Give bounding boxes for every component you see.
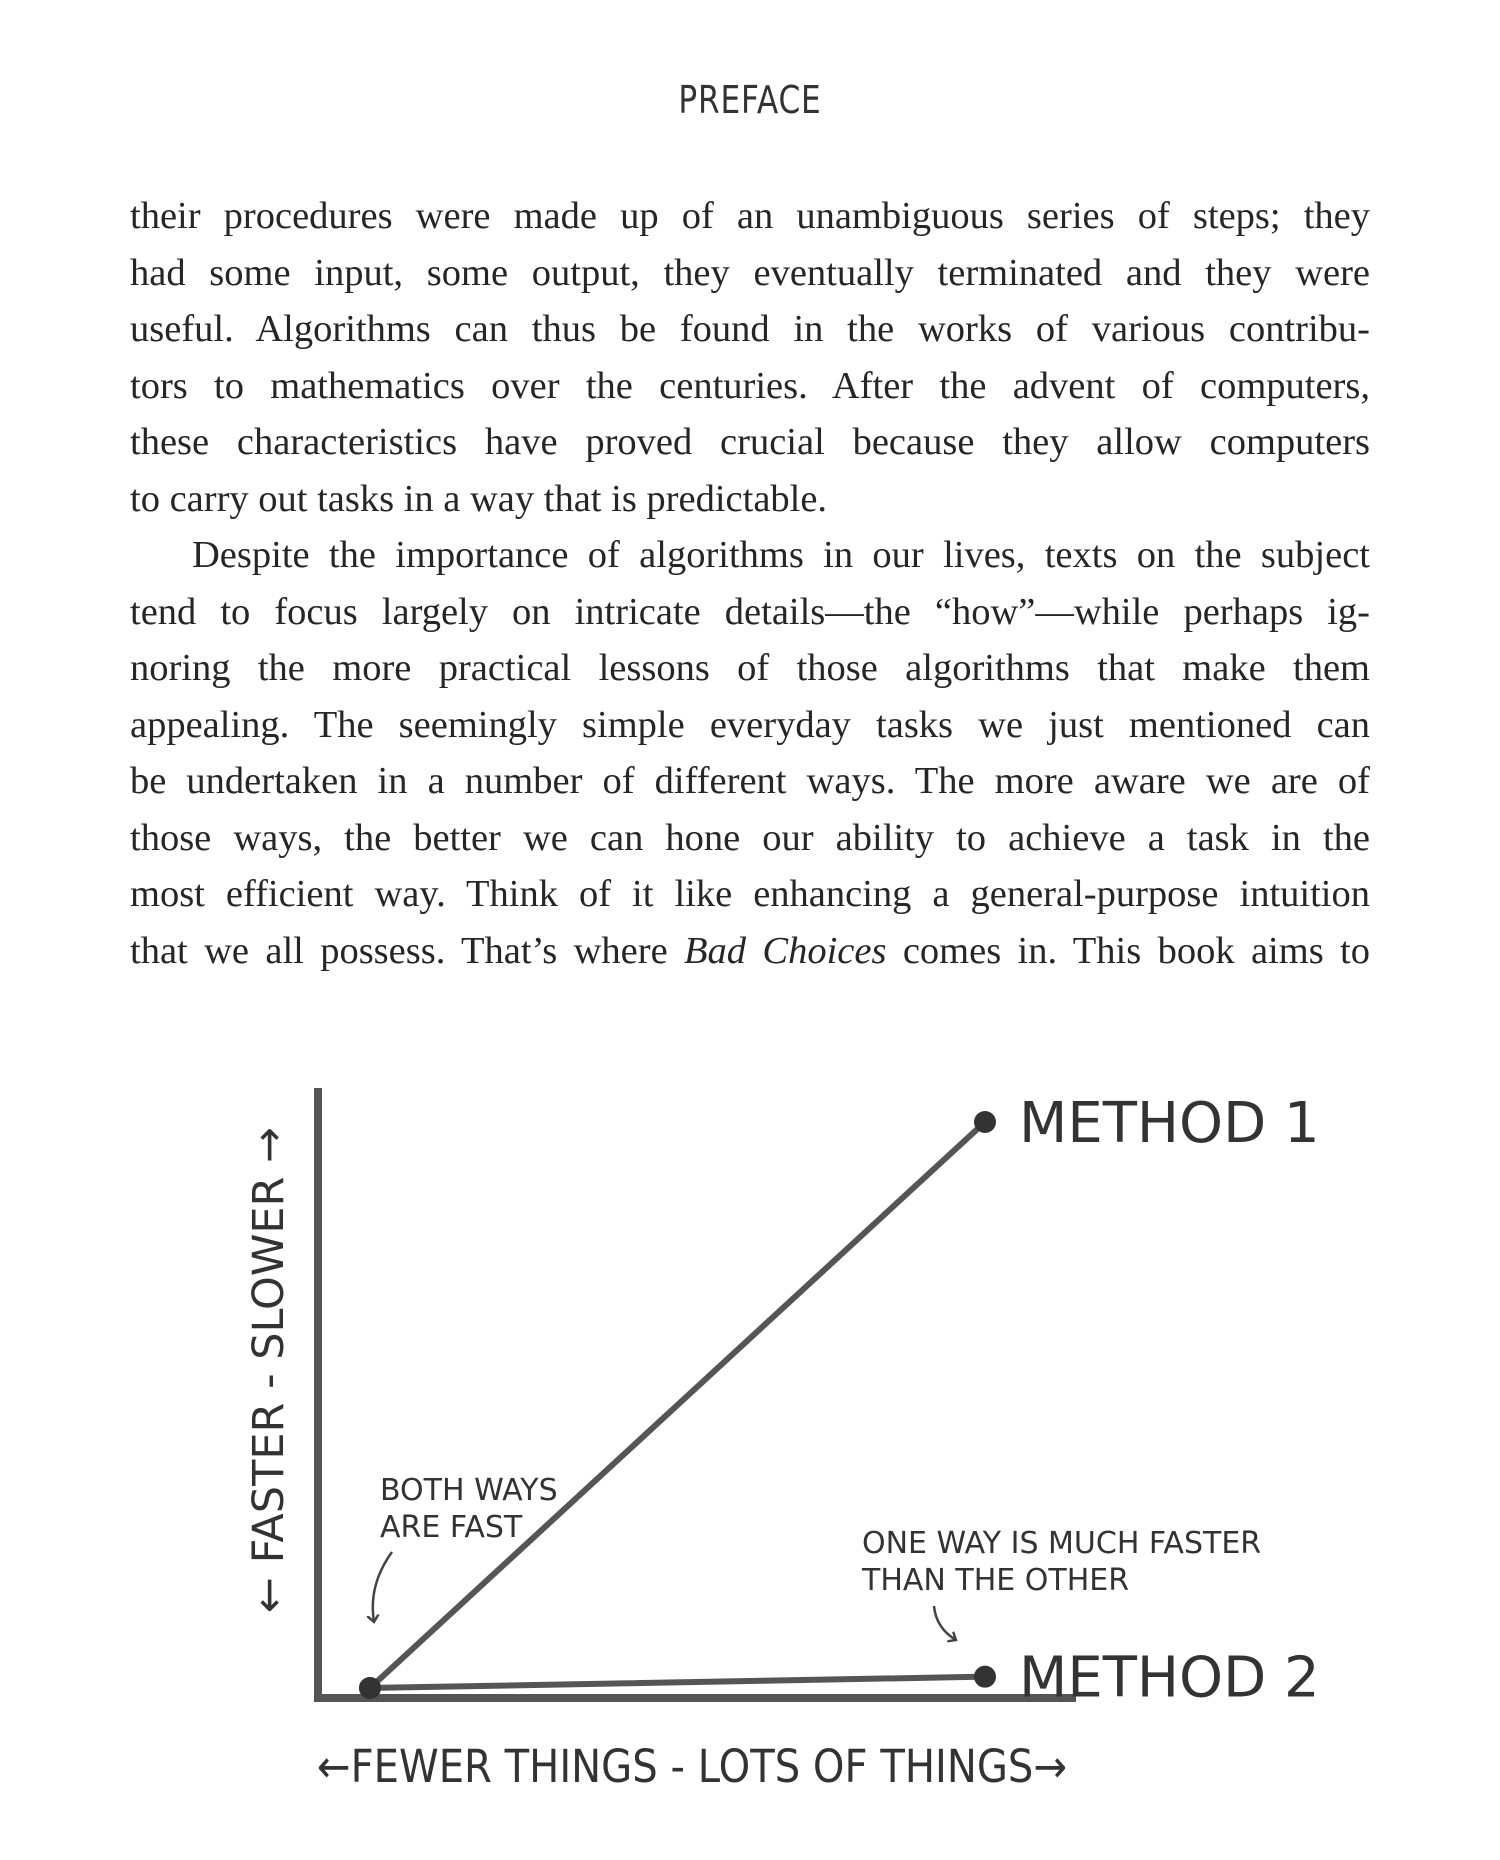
text-line: had some input, some output, they eventually terminated and they were [130, 251, 1370, 294]
page-header: PREFACE [678, 78, 822, 122]
series-line-method-2 [370, 1677, 985, 1688]
text-line: be undertaken in a number of different ways. The more aware we are of [130, 760, 1370, 802]
series-label-method-1: METHOD 1 [1019, 1091, 1320, 1156]
data-point-method-2 [359, 1677, 381, 1699]
text-line: appealing. The seemingly simple everyday tasks we just mentioned can [130, 703, 1370, 746]
text-line: these characteristics have proved crucial because they allow computers [130, 421, 1370, 463]
y-axis-label: ← FASTER - SLOWER → [244, 1126, 294, 1614]
annotation-text: ONE WAY IS MUCH FASTER [862, 1526, 1262, 1561]
text-fragment: comes in. This book aims to [886, 929, 1370, 972]
text-line: tors to mathematics over the centuries. After the advent of computers, [130, 364, 1370, 407]
annotation-text: ARE FAST [380, 1510, 523, 1545]
text-fragment: that we all possess. That’s where [130, 929, 685, 972]
annotation-arrow [934, 1606, 956, 1640]
text-line: to carry out tasks in a way that is predictable. [130, 477, 828, 520]
data-point-method-1 [974, 1111, 996, 1133]
series-label-method-2: METHOD 2 [1019, 1645, 1320, 1711]
annotation-arrow [373, 1552, 392, 1622]
text-line: Despite the importance of algorithms in our lives, texts on the subject [192, 534, 1370, 576]
annotation-one-faster [861, 1526, 1261, 1640]
x-axis-label: ←FEWER THINGS - LOTS OF THINGS→ [317, 1740, 1067, 1793]
text-line: useful. Algorithms can thus be found in the works of various contribu- [130, 308, 1370, 350]
text-line: noring the more practical lessons of those algorithms that make them [130, 647, 1370, 689]
annotation-text: BOTH WAYS [380, 1473, 558, 1508]
book-title: Bad Choices [684, 929, 887, 972]
text-line: those ways, the better we can hone our ability to achieve a task in the [130, 816, 1370, 859]
series-line-method-1 [370, 1122, 985, 1688]
text-line: their procedures were made up of an unambiguous series of steps; they [130, 195, 1370, 237]
text-line: most efficient way. Think of it like enhancing a general-purpose intuition [130, 873, 1370, 915]
chart-axes [318, 1092, 1072, 1698]
data-point-method-2 [974, 1666, 996, 1688]
text-line: tend to focus largely on intricate details—the “how”—while perhaps ig- [130, 590, 1370, 633]
annotation-text: THAN THE OTHER [862, 1563, 1130, 1598]
